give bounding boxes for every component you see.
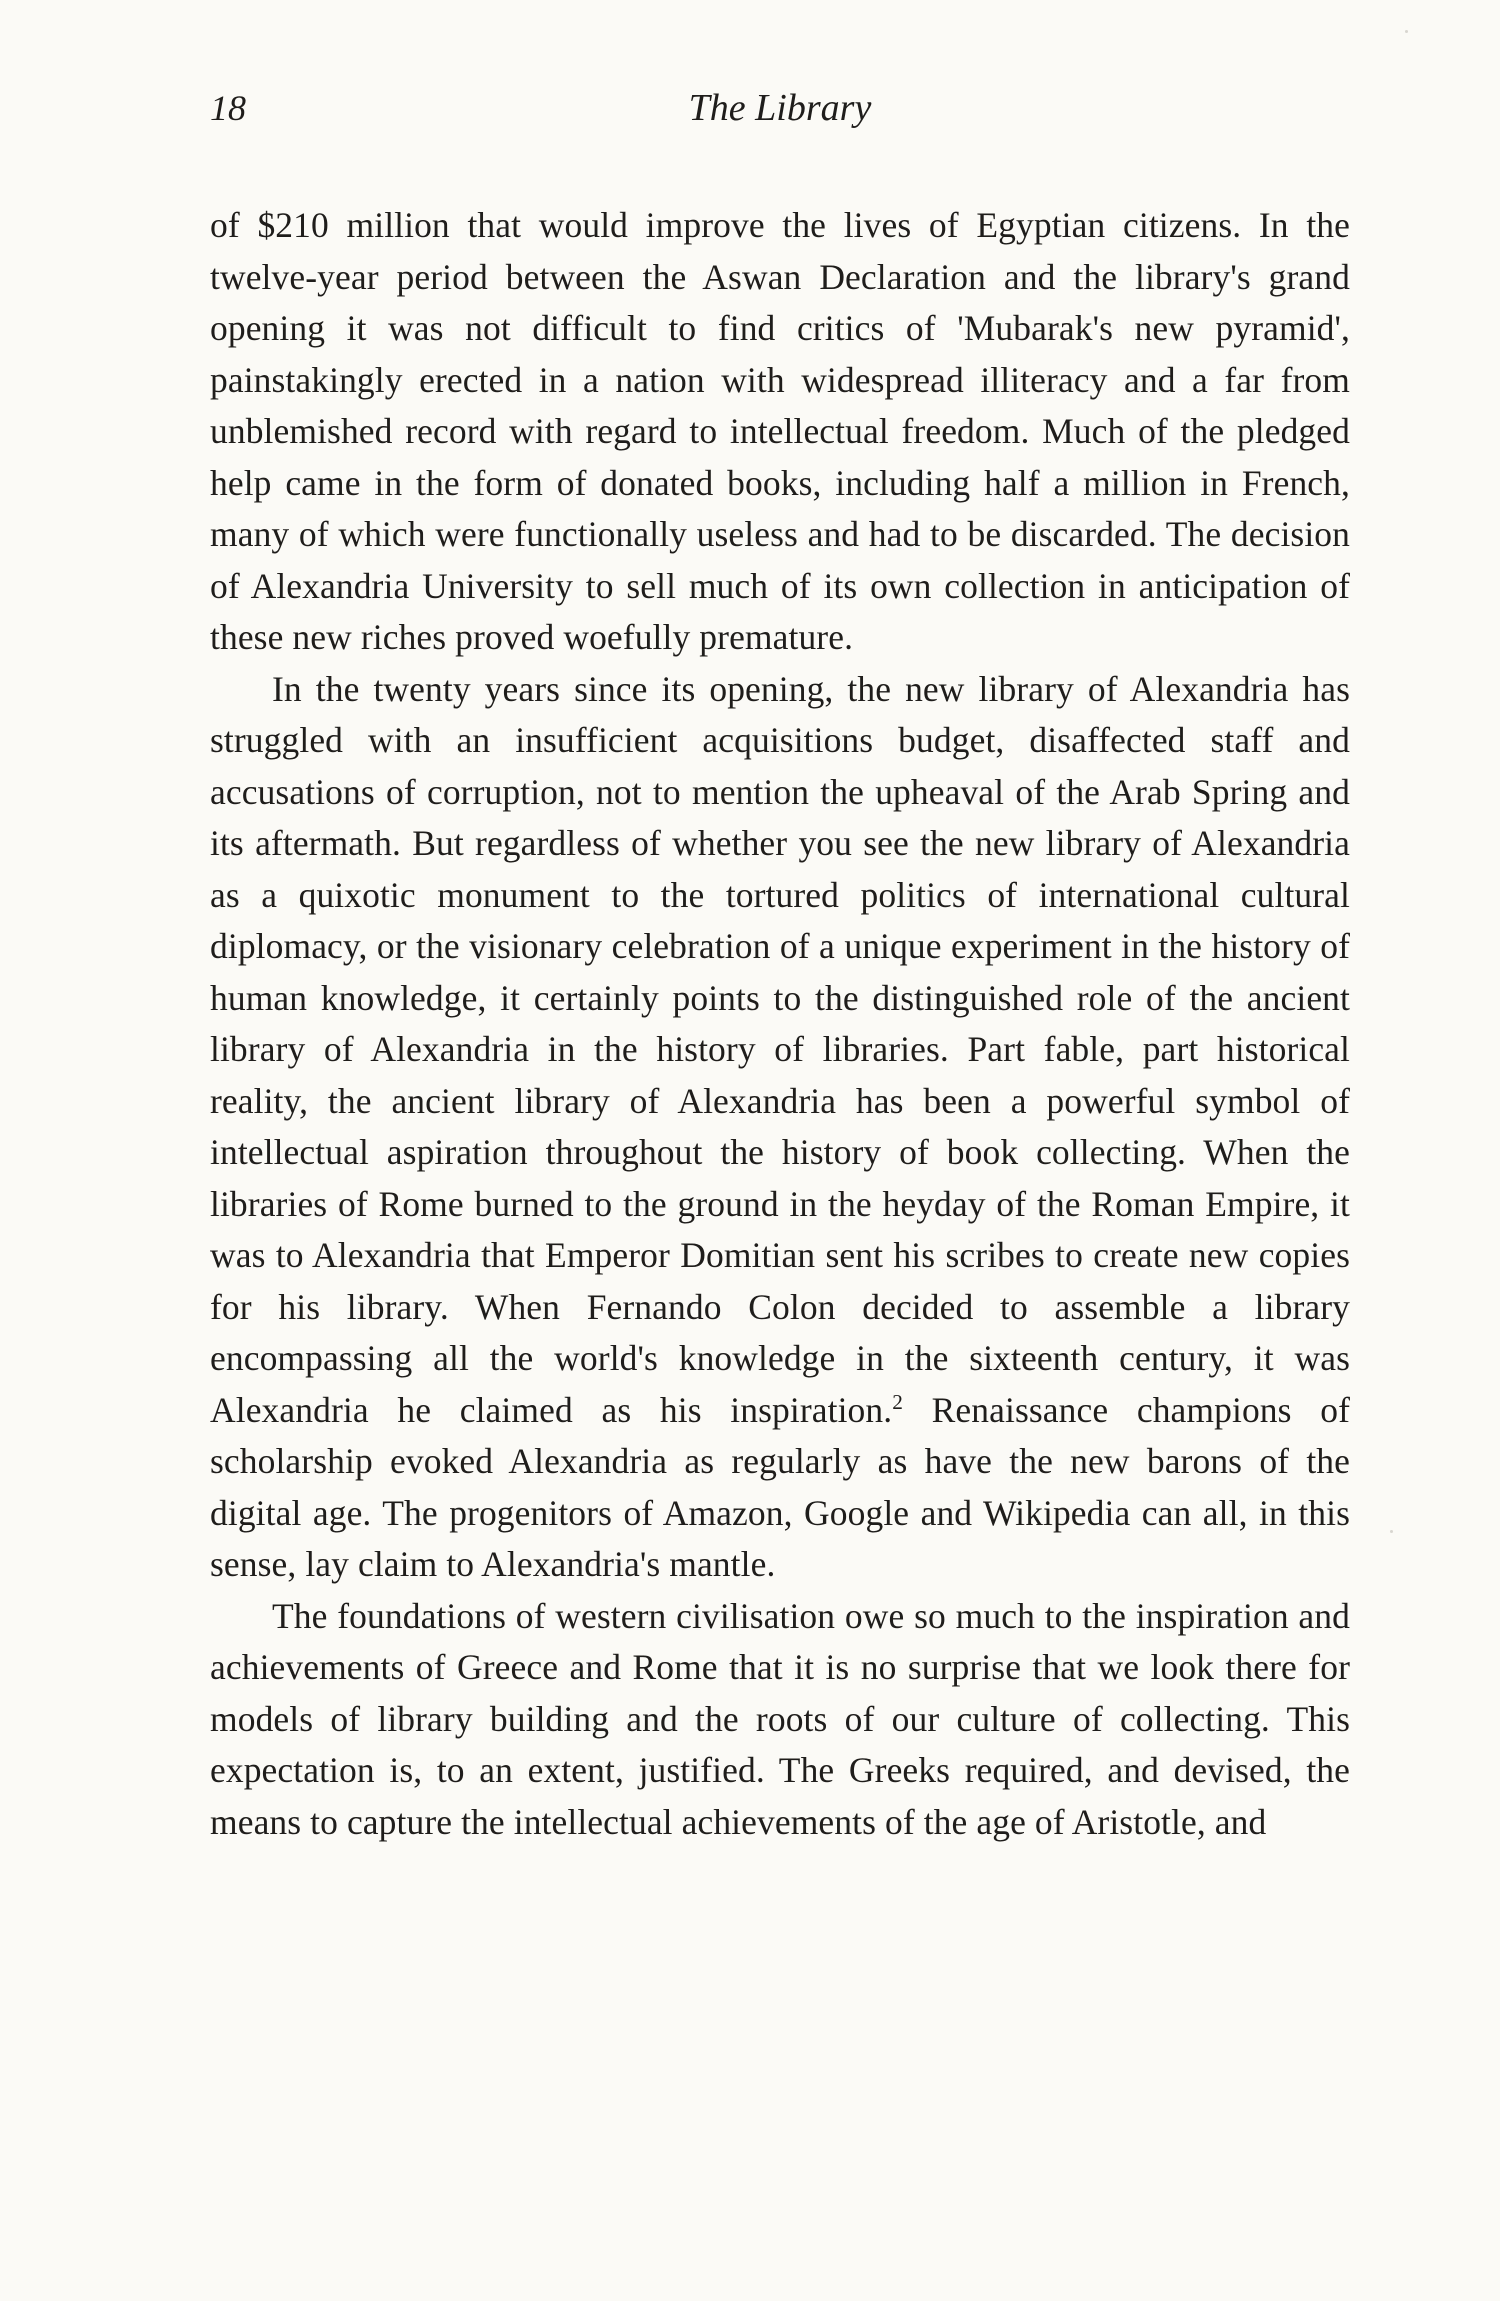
scan-speck: [1390, 1530, 1393, 1533]
running-title: The Library: [688, 87, 872, 129]
paragraph-2-tail: Renaissance champions of scholarship evoked Alexandria as regularly as have the new barons of the digital age. The progenitors of Amazon, Google and Wikipedia can all, in this sense, lay claim to Alexandria's mantle.: [210, 1389, 1350, 1584]
paragraph-2: [210, 664, 1350, 1591]
page-number: 18: [210, 88, 246, 128]
running-head: [210, 88, 1350, 148]
body-text: [210, 200, 1350, 1848]
paragraph-2-main: In the twenty years since its opening, the new library of Alexandria has struggled with an insufficient acquisitions budget, disaffected staff and accusations of corruption, not to mention the upheaval of the Arab Spring and its aftermath. But regardless of whether you see the new library of Alexandria as a quixotic monument to the tortured politics of international cultural diplomacy, or the visionary celebration of a unique experiment in the history of human knowledge, it certainly points to the distinguished role of the ancient library of Alexandria in the history of libraries. Part fable, part historical reality, the ancient library of Alexandria has been a powerful symbol of intellectual aspiration throughout the history of book collecting. When the libraries of Rome burned to the ground in the heyday of the Roman Empire, it was to Alexandria that Emperor Domitian sent his scribes to create new copies for his library. When Fernando Colon decided to assemble a library encompassing all the world's knowledge in the sixteenth century, it was Alexandria he claimed as his inspiration.: [210, 668, 1350, 1430]
paragraph-3: The foundations of western civilisation owe so much to the inspiration and achievements of Greece and Rome that it is no surprise that we look there for models of library building and the roots of our culture of collecting. This expectation is, to an extent, justified. The Greeks required, and devised, the means to capture the intellectual achievements of the age of Aristotle, and: [210, 1595, 1350, 1842]
scan-speck: [1405, 30, 1408, 33]
footnote-reference: 2: [892, 1389, 903, 1414]
paragraph-1: of $210 million that would improve the lives of Egyptian citizens. In the twelve-year period between the Aswan Declaration and the library's grand opening it was not difficult to find critics of 'Mubarak's new pyramid', painstakingly erected in a nation with widespread illiteracy and a far from unblemished record with regard to intellectual freedom. Much of the pledged help came in the form of donated books, including half a million in French, many of which were functionally useless and had to be discarded. The decision of Alexandria University to sell much of its own collection in anticipation of these new riches proved woefully premature.: [210, 205, 1350, 657]
